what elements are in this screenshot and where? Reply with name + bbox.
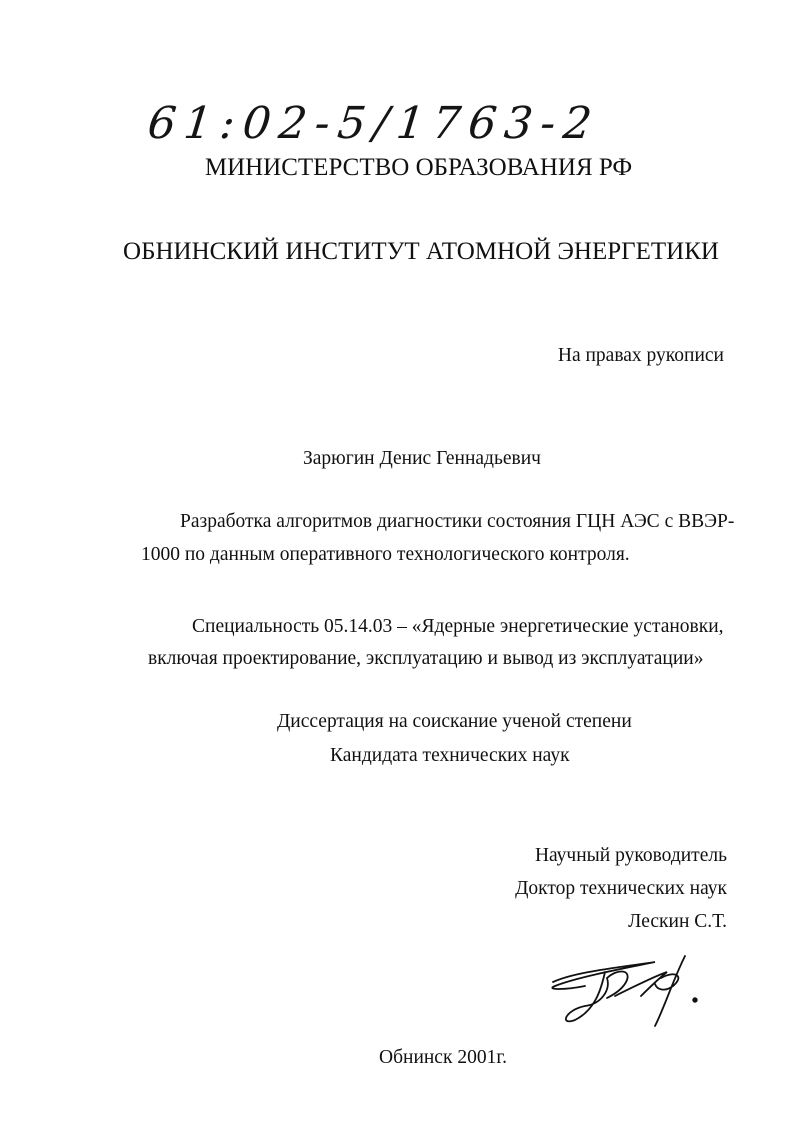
supervisor-degree: Доктор технических наук [515,878,727,899]
supervisor-signature [545,950,715,1040]
author-name: Зарюгин Денис Геннадьевич [303,448,541,469]
supervisor-name: Лескин С.Т. [628,911,727,932]
thesis-title-line-1: Разработка алгоритмов диагностики состояния ГЦН АЭС с ВВЭР- [180,511,735,532]
thesis-title-line-2: 1000 по данным оперативного технологического контроля. [141,544,630,565]
degree-line-2: Кандидата технических наук [330,745,570,766]
degree-line-1: Диссертация на соискание ученой степени [277,711,632,732]
manuscript-rights-note: На правах рукописи [557,345,724,366]
institute-heading: ОБНИНСКИЙ ИНСТИТУТ АТОМНОЙ ЭНЕРГЕТИКИ [123,238,719,265]
specialty-line-2: включая проектирование, эксплуатацию и вывод из эксплуатации» [148,648,704,669]
city-year: Обнинск 2001г. [379,1047,507,1068]
handwritten-archive-number: 61:02-5/1763-2 [145,98,603,149]
supervisor-role: Научный руководитель [534,845,727,866]
ministry-heading: МИНИСТЕРСТВО ОБРАЗОВАНИЯ РФ [204,154,633,181]
specialty-line-1: Специальность 05.14.03 – «Ядерные энергетические установки, [192,616,724,637]
